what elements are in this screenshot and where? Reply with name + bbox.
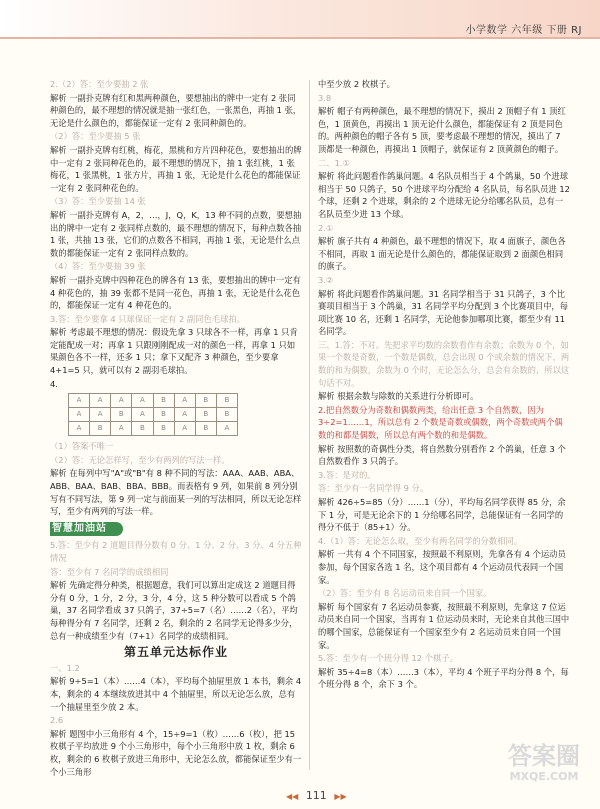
left-block-3	[50, 539, 302, 642]
left4-paragraph: 解析 9÷5=1（本）……4（本），平均每个抽屉里放 1 本书，剩余 4 本，剩余的 4 本继续放进其中 4 个抽屉里，所以无论怎么放，总有一个抽屉里至少放 2 本。	[50, 676, 302, 712]
right-paragraph: （2）答：至少有 8 名运动员来自同一个国家。	[318, 588, 492, 599]
left-paragraph: 2.（2）答：至少要抽 2 张	[50, 79, 149, 89]
left2-paragraph: （1）答案不唯一	[50, 441, 114, 452]
right-paragraph: 2.①	[318, 222, 334, 233]
right-paragraph: 解析 每个国家有 7 名运动员参赛，按照最不利原则，先拿这 7 位运动员来自同一个国家，当再有 1 位运动员来时，无论来自其他三国中的哪个国家，总能保证有一个国家至少有 2 名运动员来自同一个国家。	[318, 601, 570, 650]
left-block-2	[50, 440, 302, 518]
grid-cell: A	[174, 422, 195, 436]
left2-paragraph: 解析 在每列中写"A"或"B"有 8 种不同的写法：AAA、AAB、ABA、ABB、BAA、BAB、BBA、BBB。而表格有 9 列，如果前 8 列分别写有不同写法，第 9 列一定与前面某一列的写法相同，所以无论怎样写，至少有两列的写法一样。	[50, 468, 302, 517]
prev-arrow-icon: ◀◀	[286, 792, 299, 801]
left-paragraph: 解析 一副扑克牌中四种花色的牌各有 13 张，要想抽出的牌中一定有 4 种花色的，抽 39 张都不是同一花色，再抽 1 张，无论是什么花色的，都能保证一定有 4 种花色的。	[50, 274, 301, 311]
grid-cell: B	[195, 422, 216, 436]
section-banner: 智慧加油站	[50, 522, 123, 537]
left-column	[50, 78, 302, 778]
right-paragraph: 解析 35÷4=8（本）……3（本），平均 4 个班子平均分得 8 个，每个班分得 8 个，余下 3 个。	[318, 666, 569, 690]
right-paragraph: 三、1.答：不对。先把求平均数的余数看作有余数；余数为 0 个，如果一个数是奇数，一个数是偶数，总会出现 0 个或余数的情况下，两数的和为偶数，余数为 0 个时，无论怎么分，总会有余数的，所以这句话不对。	[318, 339, 570, 388]
right-paragraph: 解析 帽子有两种颜色，最不理想的情况下，摸出 2 顶帽子有 1 顶红色，1 顶黄色，再摸出 1 顶无论什么颜色，都能保证有 2 顶是同色的。两种颜色的帽子各有 5 顶，要考虑最不理想的情况，摸出了 7 顶都是一种颜色，再摸出 1 顶帽子，就保证有 2 顶黄颜色的帽子。	[318, 106, 566, 154]
grid-row	[69, 408, 238, 422]
unit-title: 第五单元达标作业	[123, 645, 228, 660]
grid-cell: A	[69, 394, 90, 408]
right-paragraph: 解析 将此问题看作鸽巢问题。4 名队员相当于 4 个鸽巢，50 个进球相当于 50 只鸽子，50 个进球平均分配给 4 名队员，每名队员进 12 个球，还剩 2 个进球，剩余的 2 个进球无论分给哪名队员，总有一名队员至少进 13 个球。	[318, 171, 570, 219]
grid-cell: B	[111, 408, 132, 422]
grid-cell: A	[216, 422, 237, 436]
left-paragraph: （3）答：至少要抽 14 张	[50, 196, 146, 207]
left-paragraph: 3.答：至少要拿 4 只球保证一定有 2 副同色毛球拍。	[50, 313, 245, 324]
left-paragraph: 4.	[50, 378, 58, 389]
grid-cell: B	[216, 408, 237, 422]
left-paragraph: （4）答：至少要抽 39 张	[50, 261, 146, 272]
right-paragraph: 2.把自然数分为奇数和偶数两类，给出任意 3 个自然数，因为 3÷2=1……1，所以总有 2 个数是奇数或偶数，两个奇数或两个偶数的和都是偶数，所以总有两个数的和是偶数。	[318, 404, 563, 441]
left-paragraph: 解析 一副扑克牌有红和黑两种颜色，要想抽出的牌中一定有 2 张同种颜色的，最不理想的情况就是抽一张红色，一张黑色，再抽 1 张，无论是什么颜色的，都能保证一定有 2 张同种颜色的。	[50, 92, 302, 128]
header-title: 小学数学 六年级 下册 RJ	[465, 25, 582, 36]
grid-cell: B	[216, 394, 237, 408]
left2-paragraph: （2）答：无论怎样写，至少有两列的写法一样。	[50, 454, 230, 465]
left3-paragraph: 答：至少有 7 名同学的成绩相同	[50, 566, 169, 577]
grid-cell: B	[195, 408, 216, 422]
right-column	[318, 78, 570, 778]
left3-paragraph: 解析 先确定得分种类，根据题意，我们可以算出定成这 2 道题目得分有 0 分，1 分，2 分，3 分，4 分，这 5 种分数可以看成 5 个鸽巢，37 名同学看成 37 只鸽子，37÷5=7（名）……2（名），平均每种得分有 7 名同学，还剩 2 名，剩余的 2 名同学无论得多少分，总有一种成绩至少有（7+1）名同学的成绩相同。	[50, 580, 298, 641]
right-paragraph: 解析 将此问题看作鸽巢问题。31 名同学相当于 31 只鸽子，3 个比赛项目相当于 3 个鸽巢，31 名同学平均分配到 3 个比赛项目中，每项比赛 10 名，还剩 1 名同学，无论他参加哪项比赛，都至少有 11 名同学。	[318, 288, 569, 337]
next-arrow-icon: ▶▶	[334, 792, 347, 801]
right-paragraph: 解析 根据余数与除数的关系进行分析即可。	[318, 391, 479, 402]
left4-paragraph: 解析 题图中小三角形有 4 个，15÷9=1（枚）……6（枚），把 15 枚棋子平均放进 9 个小三角形中，每个小三角形中放 1 枚，剩余 6 枚，剩余的 6 枚棋子放进三角形中，无论怎么放，都能保证至少有一个小三角形	[50, 728, 302, 777]
header	[0, 0, 600, 38]
grid-cell: A	[111, 422, 132, 436]
grid-cell: A	[132, 408, 153, 422]
grid-cell: A	[174, 394, 195, 408]
grid-cell: B	[90, 422, 111, 436]
header-rule	[0, 37, 600, 39]
grid-cell: B	[195, 394, 216, 408]
right-paragraph: 二、1.①	[318, 157, 350, 168]
right-paragraph: 3.8	[318, 92, 332, 103]
right-block	[318, 78, 570, 691]
grid-cell: A	[69, 408, 90, 422]
left4-paragraph: 一、1.2	[50, 662, 80, 673]
right-paragraph: 4.（1）答：无论怎么取，至少有两名同学的分数相同。	[318, 535, 523, 546]
grid-cell: A	[90, 394, 111, 408]
right-paragraph: 解析 一共有 4 个不同国家，按照最不利原则，先拿各有 4 个运动员参加，每个国家各选 1 名，这个项目都有 4 个运动员代表同一个国家。	[318, 549, 566, 585]
grid-cell: B	[132, 422, 153, 436]
watermark	[498, 742, 590, 796]
grid-cell: A	[132, 394, 153, 408]
grid-cell: A	[111, 394, 132, 408]
grid-cell: A	[174, 408, 195, 422]
grid-cell: B	[153, 394, 174, 408]
left-paragraph: 解析 考虑最不理想的情况：假设先拿 3 只球各不一样，再拿 1 只肯定能配成一对；再拿 1 只跟刚刚配成一对的颜色一样，再拿 1 只如果颜色各不一样，还多 1 只；拿下又配齐 3 种颜色，至少要拿 4+1=5 只，就可以有 2 副羽毛球拍。	[50, 327, 298, 376]
right-paragraph: 解析 426÷5=85（分）……1（分），平均每名同学获得 85 分，余下 1 分，可是无论余下的 1 分给哪名同学，总能保证有一名同学的得分不低于（85+1）分。	[318, 497, 566, 533]
grid-cell: A	[90, 408, 111, 422]
left-block-1	[50, 78, 302, 390]
left-block-4	[50, 662, 302, 778]
right-paragraph: 3.②	[318, 274, 334, 285]
right-paragraph: 5.答：至少有一个班分得 12 个棋子。	[318, 653, 458, 664]
grid-row	[69, 394, 238, 408]
left-paragraph: 解析 一副扑克牌有红桃，梅花，黑桃和方片四种花色，要想抽出的牌中一定有 2 张同种花色的，最不理想的情况下，抽 1 张红桃，1 张梅花，1 张黑桃，1 张方片，再抽 1 张，无论是什么花色的都能保证一定有 2 张同种花色的。	[50, 144, 302, 193]
answer-grid	[68, 393, 238, 436]
left3-paragraph: 5.答：至少有 2 道题目得分数有 0 分、1 分、2 分、3 分、4 分五种情况	[50, 540, 302, 563]
watermark-line2: MXQE.COM	[509, 770, 579, 783]
left4-paragraph: 2.6	[50, 715, 64, 726]
right-paragraph: 解析 按照数的奇偶性分类，将自然数分别看作 2 个鸽巢，任意 3 个自然数看作 3 只鸽子。	[318, 443, 566, 467]
right-paragraph: 答：至少有一名同学得 9 分。	[318, 483, 429, 494]
right-paragraph: 3.答：是对的。	[318, 469, 376, 480]
page-number: 111	[305, 789, 327, 802]
grid-cell: B	[153, 422, 174, 436]
grid-cell: B	[153, 408, 174, 422]
grid-row	[69, 422, 238, 436]
left-paragraph: 解析 一副扑克牌有 A，2，…，J，Q，K，13 种不同的点数，要想抽出的牌中一定有 2 张同样点数的，最不理想的情况下，每种点数各抽 1 张，共抽 13 张，它们的点数各不相同，再抽 1 张，无论是什么点数的都能保证一定有 2 张同样点数的。	[50, 209, 302, 258]
right-paragraph: 解析 旗子共有 4 种颜色，最不理想的情况下，取 4 面旗子，颜色各不相同，再取 1 面无论是什么颜色的，都能保证取到 2 面颜色相同的旗子。	[318, 236, 566, 272]
grid-cell: A	[69, 422, 90, 436]
column-divider	[309, 80, 310, 770]
page-footer	[282, 789, 351, 802]
right-paragraph: 中至少放 2 枚棋子。	[318, 79, 395, 89]
left-paragraph: （2）答：至少要抽 5 张	[50, 131, 141, 142]
watermark-line1: 答案圈	[508, 742, 580, 770]
